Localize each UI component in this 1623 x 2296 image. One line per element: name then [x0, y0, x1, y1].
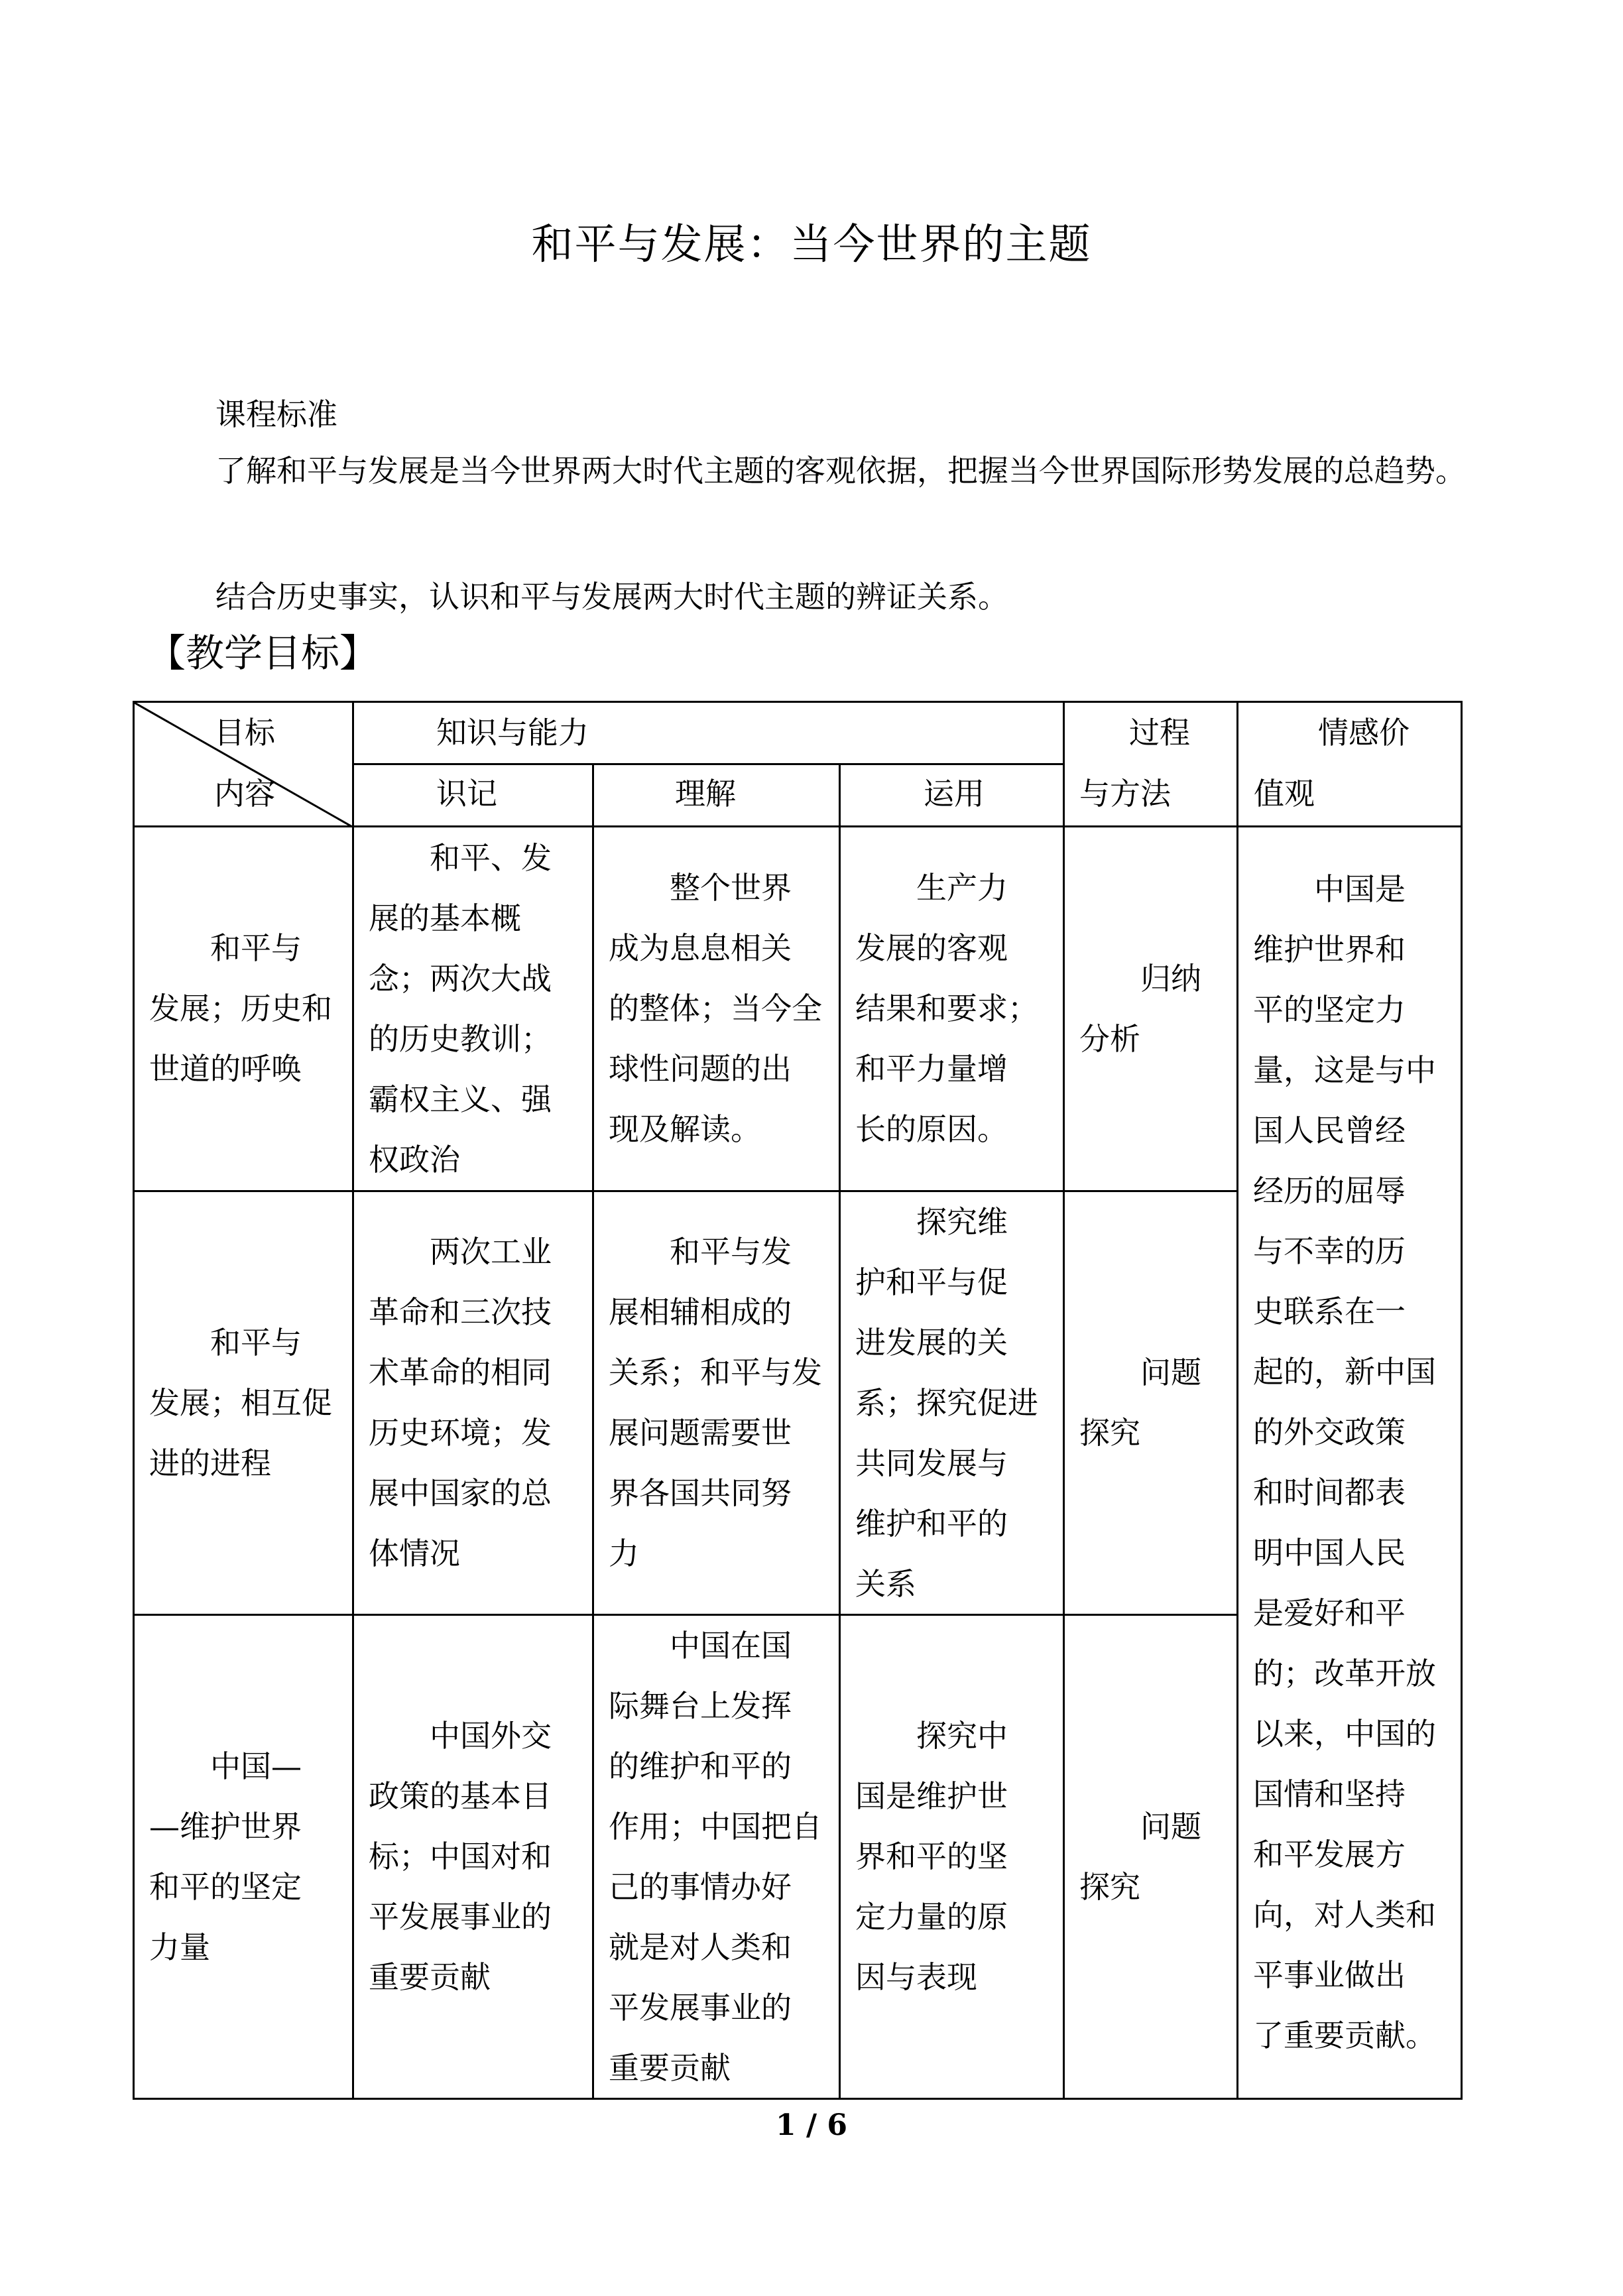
cell-line: 探究 [1079, 1869, 1140, 1905]
cell-line: 分析 [1079, 1021, 1140, 1057]
cell-line: 结果和要求； [855, 991, 1038, 1026]
cell-content-row-1 [135, 918, 352, 1099]
cell-line: 发展的客观 [855, 930, 1008, 966]
cell-line: 和时间都表 [1253, 1475, 1406, 1510]
cell-line: 探究中 [916, 1718, 1008, 1754]
page-title: 和平与发展：当今世界的主题 [531, 220, 1092, 269]
cell-line: 现及解读。 [609, 1111, 761, 1147]
cell-line: 的；改革开放 [1253, 1656, 1436, 1691]
cell-line: 和平力量增 [855, 1051, 1008, 1087]
cell-understand-row-2 [594, 1222, 839, 1584]
cell-recall-row-1 [354, 828, 592, 1190]
table-divider [135, 1190, 1238, 1192]
cell-apply-row-1 [841, 858, 1063, 1160]
cell-line: 平的坚定力 [1253, 992, 1406, 1028]
cell-line: 以来，中国的 [1253, 1716, 1436, 1752]
cell-line: 和平、发 [430, 840, 552, 876]
cell-understand-row-1 [594, 858, 839, 1160]
header-emotion-1: 情感价 [1318, 715, 1410, 751]
cell-line: 力量 [149, 1929, 210, 1965]
cell-line: 是爱好和平 [1253, 1595, 1406, 1631]
cell-content-row-3 [135, 1736, 352, 1978]
cell-line: 长的原因。 [855, 1111, 1008, 1147]
cell-line: 护和平与促 [855, 1264, 1008, 1300]
cell-line: 维护和平的 [855, 1506, 1008, 1541]
header-process-2: 与方法 [1079, 776, 1171, 812]
cell-line: 发展；历史和 [149, 991, 332, 1026]
cell-line: 起的，新中国 [1253, 1354, 1436, 1390]
cell-apply-row-2 [841, 1192, 1063, 1614]
cell-line: 界各国共同努 [609, 1475, 792, 1511]
header-process-1: 过程 [1129, 715, 1190, 751]
cell-line: 的历史教训； [369, 1021, 552, 1057]
section-heading-teaching-goals: 【教学目标】 [147, 631, 379, 676]
cell-process-row-3 [1065, 1797, 1236, 1917]
cell-line: 重要贡献 [369, 1959, 491, 1995]
header-knowledge: 知识与能力 [436, 715, 589, 751]
cell-line: 国情和坚持 [1253, 1776, 1406, 1812]
cell-line: 经历的屈辱 [1253, 1173, 1406, 1209]
cell-line: 体情况 [369, 1536, 460, 1571]
cell-line: 归纳 [1140, 961, 1201, 997]
cell-line: 中国是 [1314, 871, 1406, 907]
cell-line: 和平发展方 [1253, 1837, 1406, 1872]
cell-line: 了重要贡献。 [1253, 2018, 1436, 2053]
cell-line: 平发展事业的 [369, 1899, 552, 1935]
header-content: 内容 [214, 776, 275, 812]
cell-line: 政策的基本目 [369, 1778, 552, 1814]
cell-line: 中国在国 [670, 1628, 792, 1663]
cell-line: 的整体；当今全 [609, 991, 822, 1026]
cell-line: 国是维护世 [855, 1778, 1008, 1814]
header-understand: 理解 [675, 776, 736, 812]
cell-line: 力 [609, 1536, 639, 1571]
cell-line: 展的基本概 [369, 900, 521, 936]
cell-line: 生产力 [916, 870, 1008, 906]
cell-line: 共同发展与 [855, 1445, 1008, 1481]
cell-process-row-1 [1065, 949, 1236, 1069]
page-number: 1 / 6 [776, 2108, 847, 2142]
cell-line: 因与表现 [855, 1959, 977, 1995]
cell-line: 两次工业 [430, 1234, 552, 1270]
cell-line: 和平的坚定 [149, 1869, 302, 1905]
cell-line: 际舞台上发挥 [609, 1688, 792, 1724]
cell-line: 与不幸的历 [1253, 1233, 1406, 1269]
cell-line: 术革命的相同 [369, 1355, 552, 1390]
header-emotion-2: 值观 [1254, 776, 1315, 812]
cell-line: 展中国家的总 [369, 1475, 552, 1511]
cell-line: 中国外交 [430, 1718, 552, 1754]
header-target: 目标 [214, 715, 275, 751]
course-standard-item-1: 了解和平与发展是当今世界两大时代主题的客观依据，把握当今世界国际形势发展的总趋势。 [215, 453, 1466, 489]
cell-line: 进发展的关 [855, 1325, 1008, 1360]
cell-apply-row-3 [841, 1706, 1063, 2008]
cell-line: 革命和三次技 [369, 1294, 552, 1330]
cell-line: 问题 [1140, 1809, 1201, 1844]
cell-line: 作用；中国把自 [609, 1809, 822, 1844]
cell-line: 展问题需要世 [609, 1415, 792, 1451]
cell-line: 平发展事业的 [609, 1990, 792, 2025]
cell-line: 史联系在一 [1253, 1294, 1406, 1329]
cell-line: 发展；相互促 [149, 1385, 332, 1421]
course-standard-item-2: 结合历史事实，认识和平与发展两大时代主题的辨证关系。 [215, 579, 1008, 615]
cell-recall-row-2 [354, 1222, 592, 1584]
header-recall: 识记 [436, 776, 497, 812]
cell-line: 成为息息相关 [609, 930, 792, 966]
cell-line: 世道的呼唤 [149, 1051, 302, 1087]
teaching-goals-table [133, 701, 1463, 2100]
cell-line: 探究 [1079, 1415, 1140, 1451]
cell-line: 历史环境；发 [369, 1415, 552, 1451]
cell-line: 定力量的原 [855, 1899, 1008, 1935]
cell-content-row-2 [135, 1313, 352, 1494]
cell-line: 进的进程 [149, 1445, 271, 1481]
cell-line: 中国— [210, 1748, 302, 1784]
cell-process-row-2 [1065, 1343, 1236, 1463]
cell-line: 和平与发 [670, 1234, 792, 1270]
cell-line: 向，对人类和 [1253, 1897, 1436, 1933]
cell-line: 量，这是与中 [1253, 1052, 1436, 1088]
cell-line: 的维护和平的 [609, 1748, 792, 1784]
cell-line: 界和平的坚 [855, 1839, 1008, 1874]
cell-line: 明中国人民 [1253, 1535, 1406, 1571]
course-standard-label: 课程标准 [215, 396, 337, 432]
cell-line: 维护世界和 [1253, 932, 1406, 967]
cell-line: 关系；和平与发 [609, 1355, 822, 1390]
cell-emotion [1238, 859, 1461, 2066]
cell-line: 整个世界 [670, 870, 792, 906]
cell-line: 和平与 [210, 1325, 302, 1360]
header-apply: 运用 [924, 776, 985, 812]
cell-line: 重要贡献 [609, 2050, 731, 2086]
cell-line: 平事业做出 [1253, 1957, 1406, 1993]
cell-line: 和平与 [210, 930, 302, 966]
cell-line: 就是对人类和 [609, 1929, 792, 1965]
cell-recall-row-3 [354, 1706, 592, 2008]
cell-line: 的外交政策 [1253, 1414, 1406, 1450]
cell-line: 球性问题的出 [609, 1051, 792, 1087]
cell-understand-row-3 [594, 1616, 839, 2098]
cell-line: 权政治 [369, 1142, 460, 1178]
cell-line: 问题 [1140, 1355, 1201, 1390]
cell-line: 展相辅相成的 [609, 1294, 792, 1330]
cell-line: 霸权主义、强 [369, 1081, 552, 1117]
cell-line: 探究维 [916, 1204, 1008, 1240]
cell-line: 国人民曾经 [1253, 1113, 1406, 1148]
cell-line: 己的事情办好 [609, 1869, 792, 1905]
cell-line: 关系 [855, 1566, 916, 1602]
cell-line: 念；两次大战 [369, 961, 552, 997]
cell-line: 系；探究促进 [855, 1385, 1038, 1421]
cell-line: —维护世界 [149, 1809, 302, 1844]
cell-line: 标；中国对和 [369, 1839, 552, 1874]
